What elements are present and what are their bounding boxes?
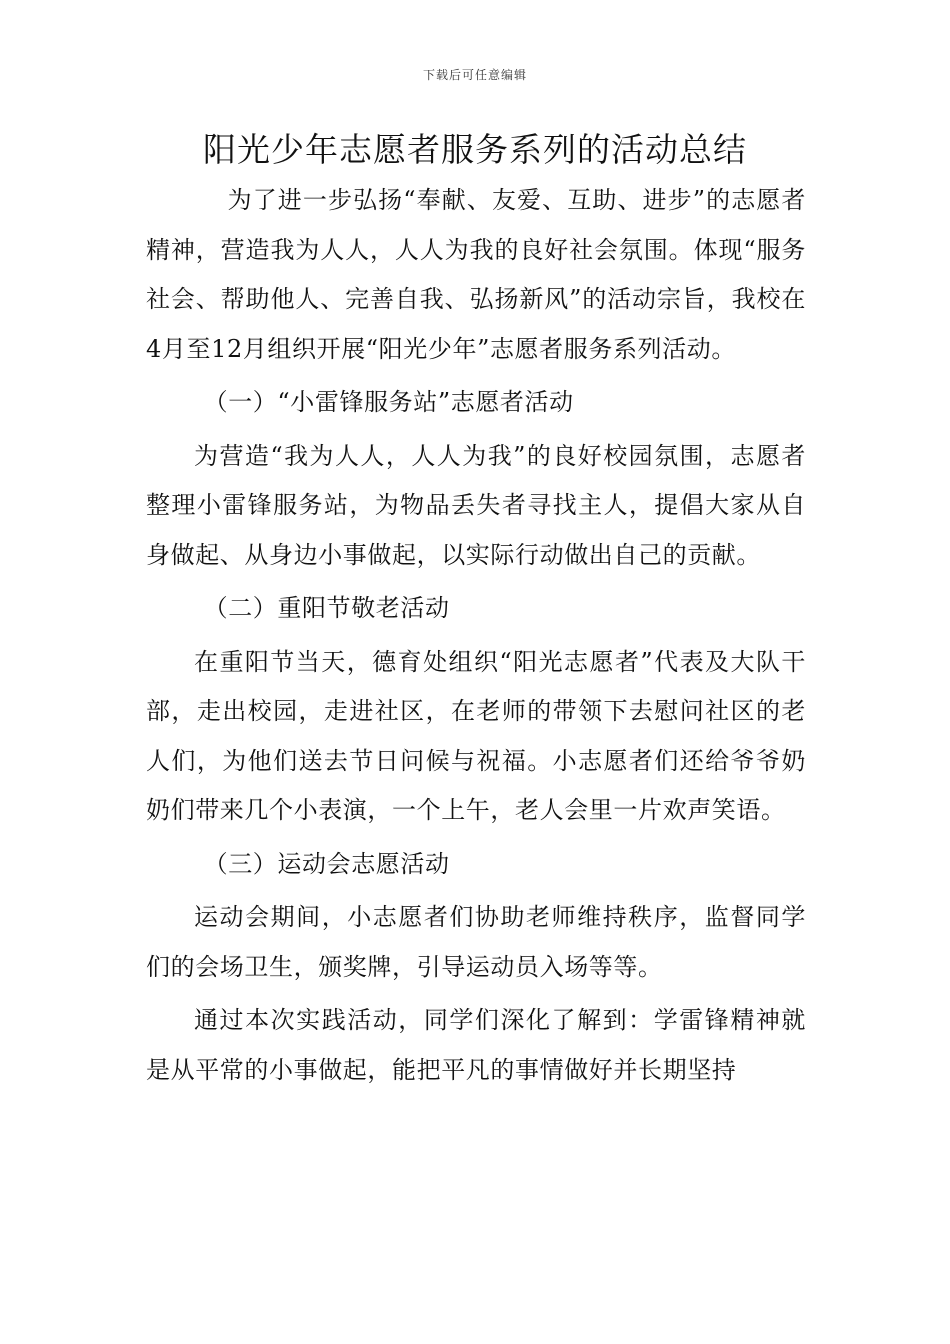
section-2-body: 在重阳节当天，德育处组织“阳光志愿者”代表及大队干部，走出校园，走进社区，在老师的带领下去慰问社区的老人们，为他们送去节日问候与祝福。小志愿者们还给爷爷奶奶们带来几个小表演，一个上午，老人会里一片欢声笑语。 [146, 647, 806, 824]
conclusion-paragraph: 通过本次实践活动，同学们深化了解到：学雷锋精神就是从平常的小事做起，能把平凡的事情做好并长期坚持 [146, 1006, 806, 1084]
intro-paragraph: 为了进一步弘扬“奉献、友爱、互助、进步”的志愿者精神，营造我为人人，人人为我的良好社会氛围。体现“服务社会、帮助他人、完善自我、弘扬新风”的活动宗旨，我校在4月至12月组织开展“阳光少年”志愿者服务系列活动。 [146, 186, 806, 363]
header-watermark: 下载后可任意编辑 [422, 68, 527, 82]
section-2-heading: （二）重阳节敬老活动 [203, 594, 450, 622]
section-1-body: 为营造“我为人人，人人为我”的良好校园氛围，志愿者整理小雷锋服务站，为物品丢失者寻找主人，提倡大家从自身做起、从身边小事做起，以实际行动做出自己的贡献。 [146, 441, 806, 569]
section-1-heading: （一）“小雷锋服务站”志愿者活动 [203, 388, 574, 416]
section-3-body: 运动会期间，小志愿者们协助老师维持秩序，监督同学们的会场卫生，颁奖牌，引导运动员入场等等。 [146, 903, 806, 981]
document-title: 阳光少年志愿者服务系列的活动总结 [203, 130, 747, 169]
section-3-heading: （三）运动会志愿活动 [203, 849, 450, 878]
document-body [146, 176, 806, 1095]
